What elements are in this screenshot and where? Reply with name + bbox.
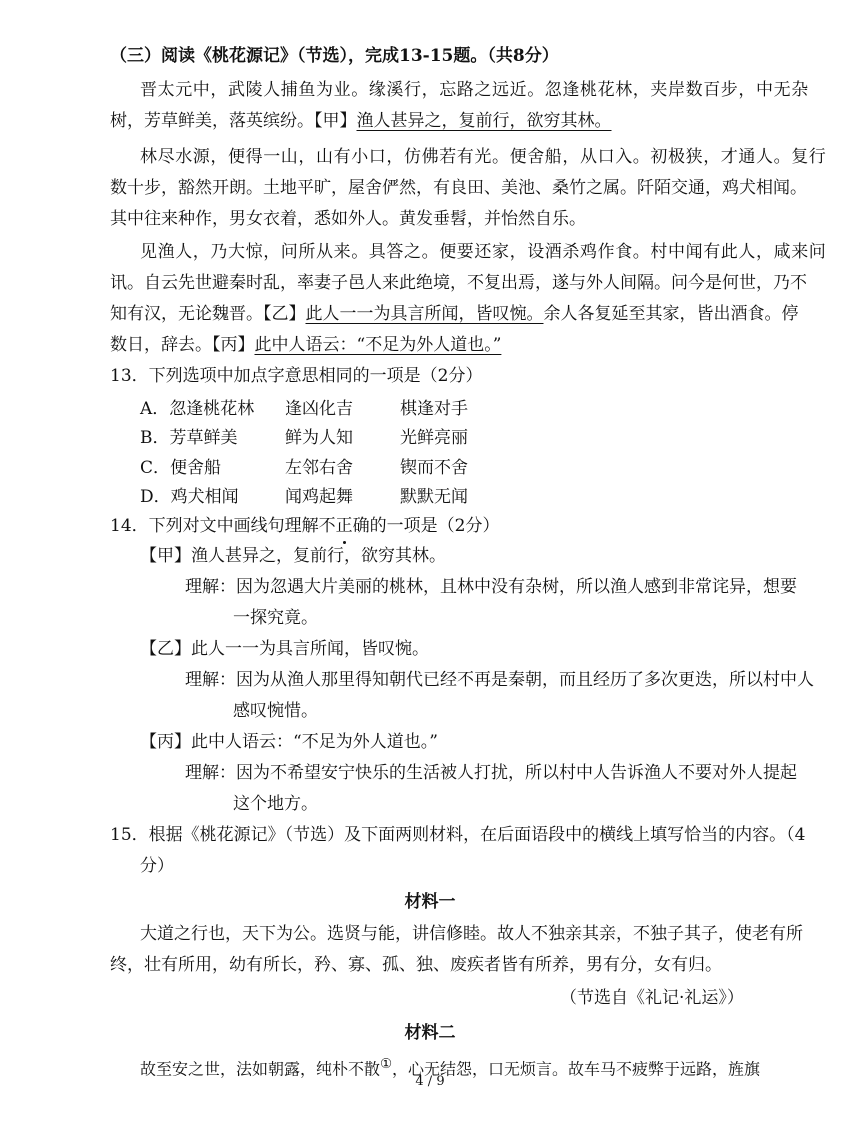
option-word: 逢凶化吉 [285,399,353,419]
q14-yi-explanation-line2: 感叹惋惜。 [233,701,318,721]
marker-jia: 【甲】 [140,546,191,566]
q13-option-c [0,456,860,480]
q14-bing-explanation-line2: 这个地方。 [233,794,318,814]
option-word: 左邻右舍 [285,458,353,478]
option-label: C． [140,458,171,478]
option-word: 芳草鲜美 [169,428,238,448]
passage-text: 树，芳草鲜美，落英缤纷。 [110,111,314,131]
option-label: D． [140,487,171,507]
q14-stem [110,514,499,538]
material-one-line2: 终，壮有所用，幼有所长，矜、寡、孤、独、废疾者皆有所养，男有分，女有归。 [110,955,722,975]
q14-bing-explanation-line1: 理解：因为不希望安宁快乐的生活被人打扰，所以村中人告诉渔人不要对外人提起 [185,763,797,783]
q13-stem: 13．下列选项中加点字意思相同的一项是（2分） [110,366,483,386]
passage-text: 数日，辞去。 [110,335,212,355]
material-one-source: （节选自《礼记·礼运》） [560,988,744,1008]
material-one-line1: 大道之行也，天下为公。选贤与能，讲信修睦。故人不独亲其亲，不独子其子，使老有所 [140,924,803,944]
option-word: 锲而不舍 [400,458,468,478]
passage-p3-line4 [110,333,501,357]
q14-stem-text: 14．下列对文中画线句理解 [110,516,319,536]
q13-option-d [0,485,860,509]
passage-p1-line1: 晋太元中，武陵人捕鱼为业。缘溪行，忘路之远近。忽逢桃花林，夹岸数百步，中无杂 [140,80,809,100]
passage-text: 知有汉，无论魏晋。 [110,304,263,324]
q14-jia-explanation-line1: 理解：因为忽遇大片美丽的桃林，且林中没有杂树，所以渔人感到非常诧异，想要 [185,577,797,597]
quote-text: 渔人甚异之，复前行，欲穷其林。 [191,546,446,566]
passage-p3-line2: 讯。自云先世避秦时乱，率妻子邑人来此绝境，不复出焉，遂与外人间隔。问今是何世，乃不 [110,273,807,293]
option-word: 便舍船 [170,458,222,478]
q14-jia-explanation-line2: 一探究竟。 [233,608,318,628]
emphasis-dotted-text: 不正确 [318,516,370,536]
marker-yi: 【乙】 [263,304,306,324]
option-word: 鸡犬相闻 [170,487,239,507]
passage-p3-line1: 见渔人，乃大惊，问所从来。具答之。便要还家，设酒杀鸡作食。村中闻有此人，咸来问 [140,242,827,262]
section-title: （三）阅读《桃花源记》（节选），完成13-15题。（共8分） [110,46,559,66]
marker-jia: 【甲】 [314,111,357,131]
underlined-sentence-bing: 此中人语云：“不足为外人道也。” [254,335,502,355]
option-label: B． [140,428,170,448]
q13-option-a [0,397,860,421]
option-word: 光鲜亮丽 [400,428,468,448]
marker-yi: 【乙】 [140,639,191,659]
option-word: 鲜为人知 [285,428,353,448]
q15-stem-line2: 分） [140,856,174,876]
material-text: 故至安之世，法如朝露，纯朴不散 [140,1059,381,1079]
marker-bing: 【丙】 [140,732,191,752]
option-label-word1 [140,397,254,421]
passage-p3-line3 [110,302,799,326]
option-label: A． [140,399,170,419]
quote-text: 此人一一为具言所闻，皆叹惋。 [191,639,429,659]
passage-p2-line3: 其中往来种作，男女衣着，悉如外人。黄发垂髫，并怡然自乐。 [110,209,586,229]
option-label-word1 [140,456,221,480]
passage-p2-line1: 林尽水源，便得一山，山有小口，仿佛若有光。便舍船，从口入。初极狭，才通人。复行 [140,147,827,167]
option-label-word1 [140,485,239,509]
q14-yi-quote [140,637,429,661]
q15-stem-line1: 15．根据《桃花源记》（节选）及下面两则材料，在后面语段中的横线上填写恰当的内容。（4 [110,825,806,845]
option-word: 忽逢桃花林 [169,399,255,419]
q14-yi-explanation-line1: 理解：因为从渔人那里得知朝代已经不再是秦朝，而且经历了多次更迭，所以村中人 [185,670,814,690]
option-word: 默默无闻 [400,487,468,507]
underlined-sentence-jia: 渔人甚异之，复前行，欲穷其林。 [356,111,612,131]
passage-p1-line2 [110,109,612,133]
material-text: ，心无结怨，口无烦言。故车马不疲弊于远路，旌旗 [391,1059,760,1079]
passage-text: 余人各复延至其家，皆出酒食。停 [543,304,799,324]
passage-p2-line2: 数十步，豁然开朗。土地平旷，屋舍俨然，有良田、美池、桑竹之属。阡陌交通，鸡犬相闻。 [110,178,807,198]
page-number: 4 / 9 [415,1074,445,1089]
option-label-word1 [140,426,238,450]
material-one-title: 材料一 [404,892,456,912]
option-word: 棋逢对手 [400,399,468,419]
quote-text: 此中人语云：“不足为外人道也。” [191,732,438,752]
q13-option-b [0,426,860,450]
q14-stem-text: 的一项是（2分） [369,516,500,536]
footnote-marker: ① [380,1057,392,1072]
q14-jia-quote [140,544,446,568]
material-two-title: 材料二 [404,1023,456,1043]
marker-bing: 【丙】 [212,335,255,355]
underlined-sentence-yi: 此人一一为具言所闻，皆叹惋。 [305,304,544,324]
q14-bing-quote [140,730,438,754]
option-word: 闻鸡起舞 [285,487,353,507]
